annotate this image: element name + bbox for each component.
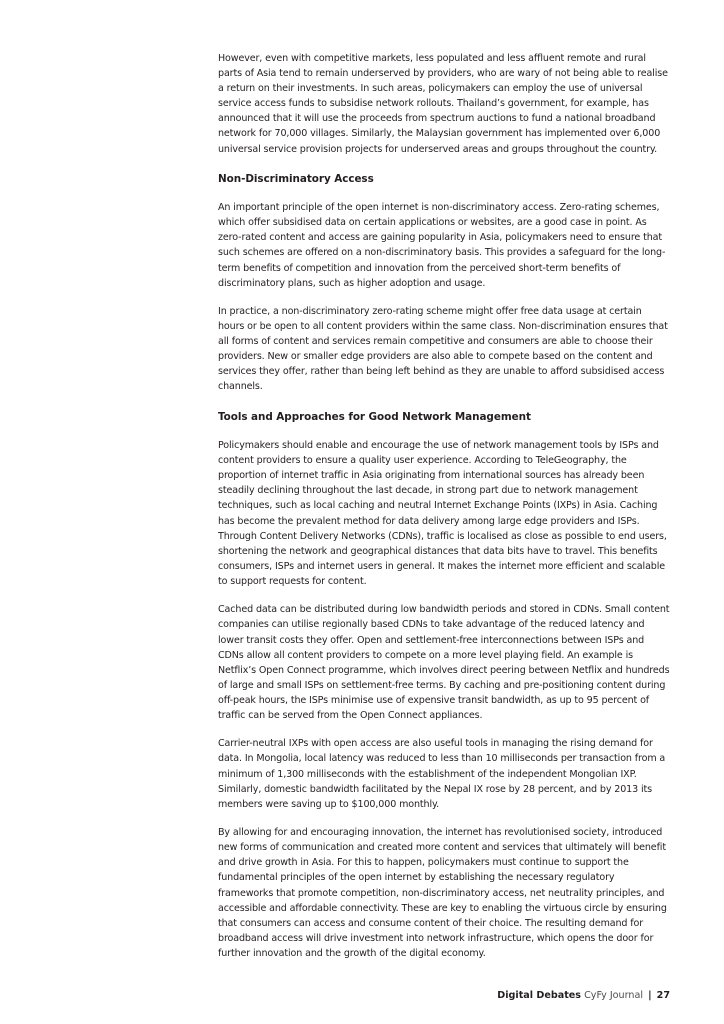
body-paragraph: Policymakers should enable and encourage the use of network management tools by ISPs and content providers to ensure a quality user experience. According to TeleGeography, the proportion of internet traffic in Asia originating from international sources has already been steadily declining throughout the last decade, in strong part due to network management techniques, such as local caching and neutral Internet Exchange Points (IXPs) in Asia. Caching has become the prevalent method for data delivery among large edge providers and ISPs. Through Content Delivery Networks (CDNs), traffic is localised as close as possible to end users, shortening the network and geographical distances that data bits have to travel. This benefits consumers, ISPs and internet users in general. It makes the internet more efficient and scalable to support requests for content.: [218, 440, 667, 587]
body-paragraph: By allowing for and encouraging innovation, the internet has revolutionised society, introduced new forms of communication and created more content and services that ultimately will benefit and drive growth in Asia. For this to happen, policymakers must continue to support the fundamental principles of the open internet by establishing the necessary regulatory frameworks that promote competition, non-discriminatory access, net neutrality principles, and accessible and affordable connectivity. These are key to enabling the virtuous circle by ensuring that consumers can access and consume content of their choice. The resulting demand for broadband access will drive investment into network infrastructure, which opens the door for further innovation and the growth of the digital economy.: [218, 827, 667, 959]
body-paragraph: An important principle of the open internet is non-discriminatory access. Zero-rating schemes, which offer subsidised data on certain applications or websites, are a good case in point. As zero-rated content and access are gaining popularity in Asia, policymakers need to ensure that such schemes are offered on a non-discriminatory basis. This provides a safeguard for the long-term benefits of competition and innovation from the perceived short-term benefits of discriminatory plans, such as higher adoption and usage.: [218, 202, 666, 289]
section-heading-network-management: Tools and Approaches for Good Network Management: [218, 410, 531, 423]
page-footer: [497, 990, 670, 1002]
body-paragraph: Carrier-neutral IXPs with open access are also useful tools in managing the rising demand for data. In Mongolia, local latency was reduced to less than 10 milliseconds per transaction from a minimum of 1,300 milliseconds with the establishment of the independent Mongolian IXP. Similarly, domestic bandwidth facilitated by the Nepal IX rose by 28 percent, and by 2013 its members were saving up to $100,000 monthly.: [218, 738, 666, 810]
article-body: [218, 51, 670, 961]
footer-separator: |: [648, 990, 652, 1001]
body-paragraph: Cached data can be distributed during low bandwidth periods and stored in CDNs. Small content companies can utilise regionally based CDNs to take advantage of the reduced latency and lower transit costs they offer. Open and settlement-free interconnections between ISPs and CDNs allow all content providers to compete on a more level playing field. An example is Netflix’s Open Connect programme, which involves direct peering between Netflix and hundreds of large and small ISPs on settlement-free terms. By caching and pre-positioning content during off-peak hours, the ISPs minimise use of expensive transit bandwidth, as up to 95 percent of traffic can be served from the Open Connect appliances.: [218, 604, 670, 721]
publication-name: Digital Debates: [497, 990, 582, 1001]
intro-paragraph: However, even with competitive markets, less populated and less affluent remote and rural parts of Asia tend to remain underserved by providers, who are wary of not being able to realise a return on their investments. In such areas, policymakers can employ the use of universal service access funds to subsidise network rollouts. Thailand’s government, for example, has announced that it will use the proceeds from spectrum auctions to fund a national broadband network for 70,000 villages. Similarly, the Malaysian government has implemented over 6,000 universal service provision projects for underserved areas and groups throughout the country.: [218, 53, 668, 155]
page-number: 27: [656, 990, 670, 1001]
section-heading-non-discriminatory-access: Non-Discriminatory Access: [218, 172, 374, 185]
body-paragraph: In practice, a non-discriminatory zero-rating scheme might offer free data usage at certain hours or be open to all content providers within the same class. Non-discrimination ensures that all forms of content and services remain competitive and consumers are able to choose their providers. New or smaller edge providers are also able to compete based on the content and services they offer, rather than being left behind as they are unable to afford subsidised access channels.: [218, 306, 668, 393]
journal-name: CyFy Journal: [584, 990, 643, 1001]
